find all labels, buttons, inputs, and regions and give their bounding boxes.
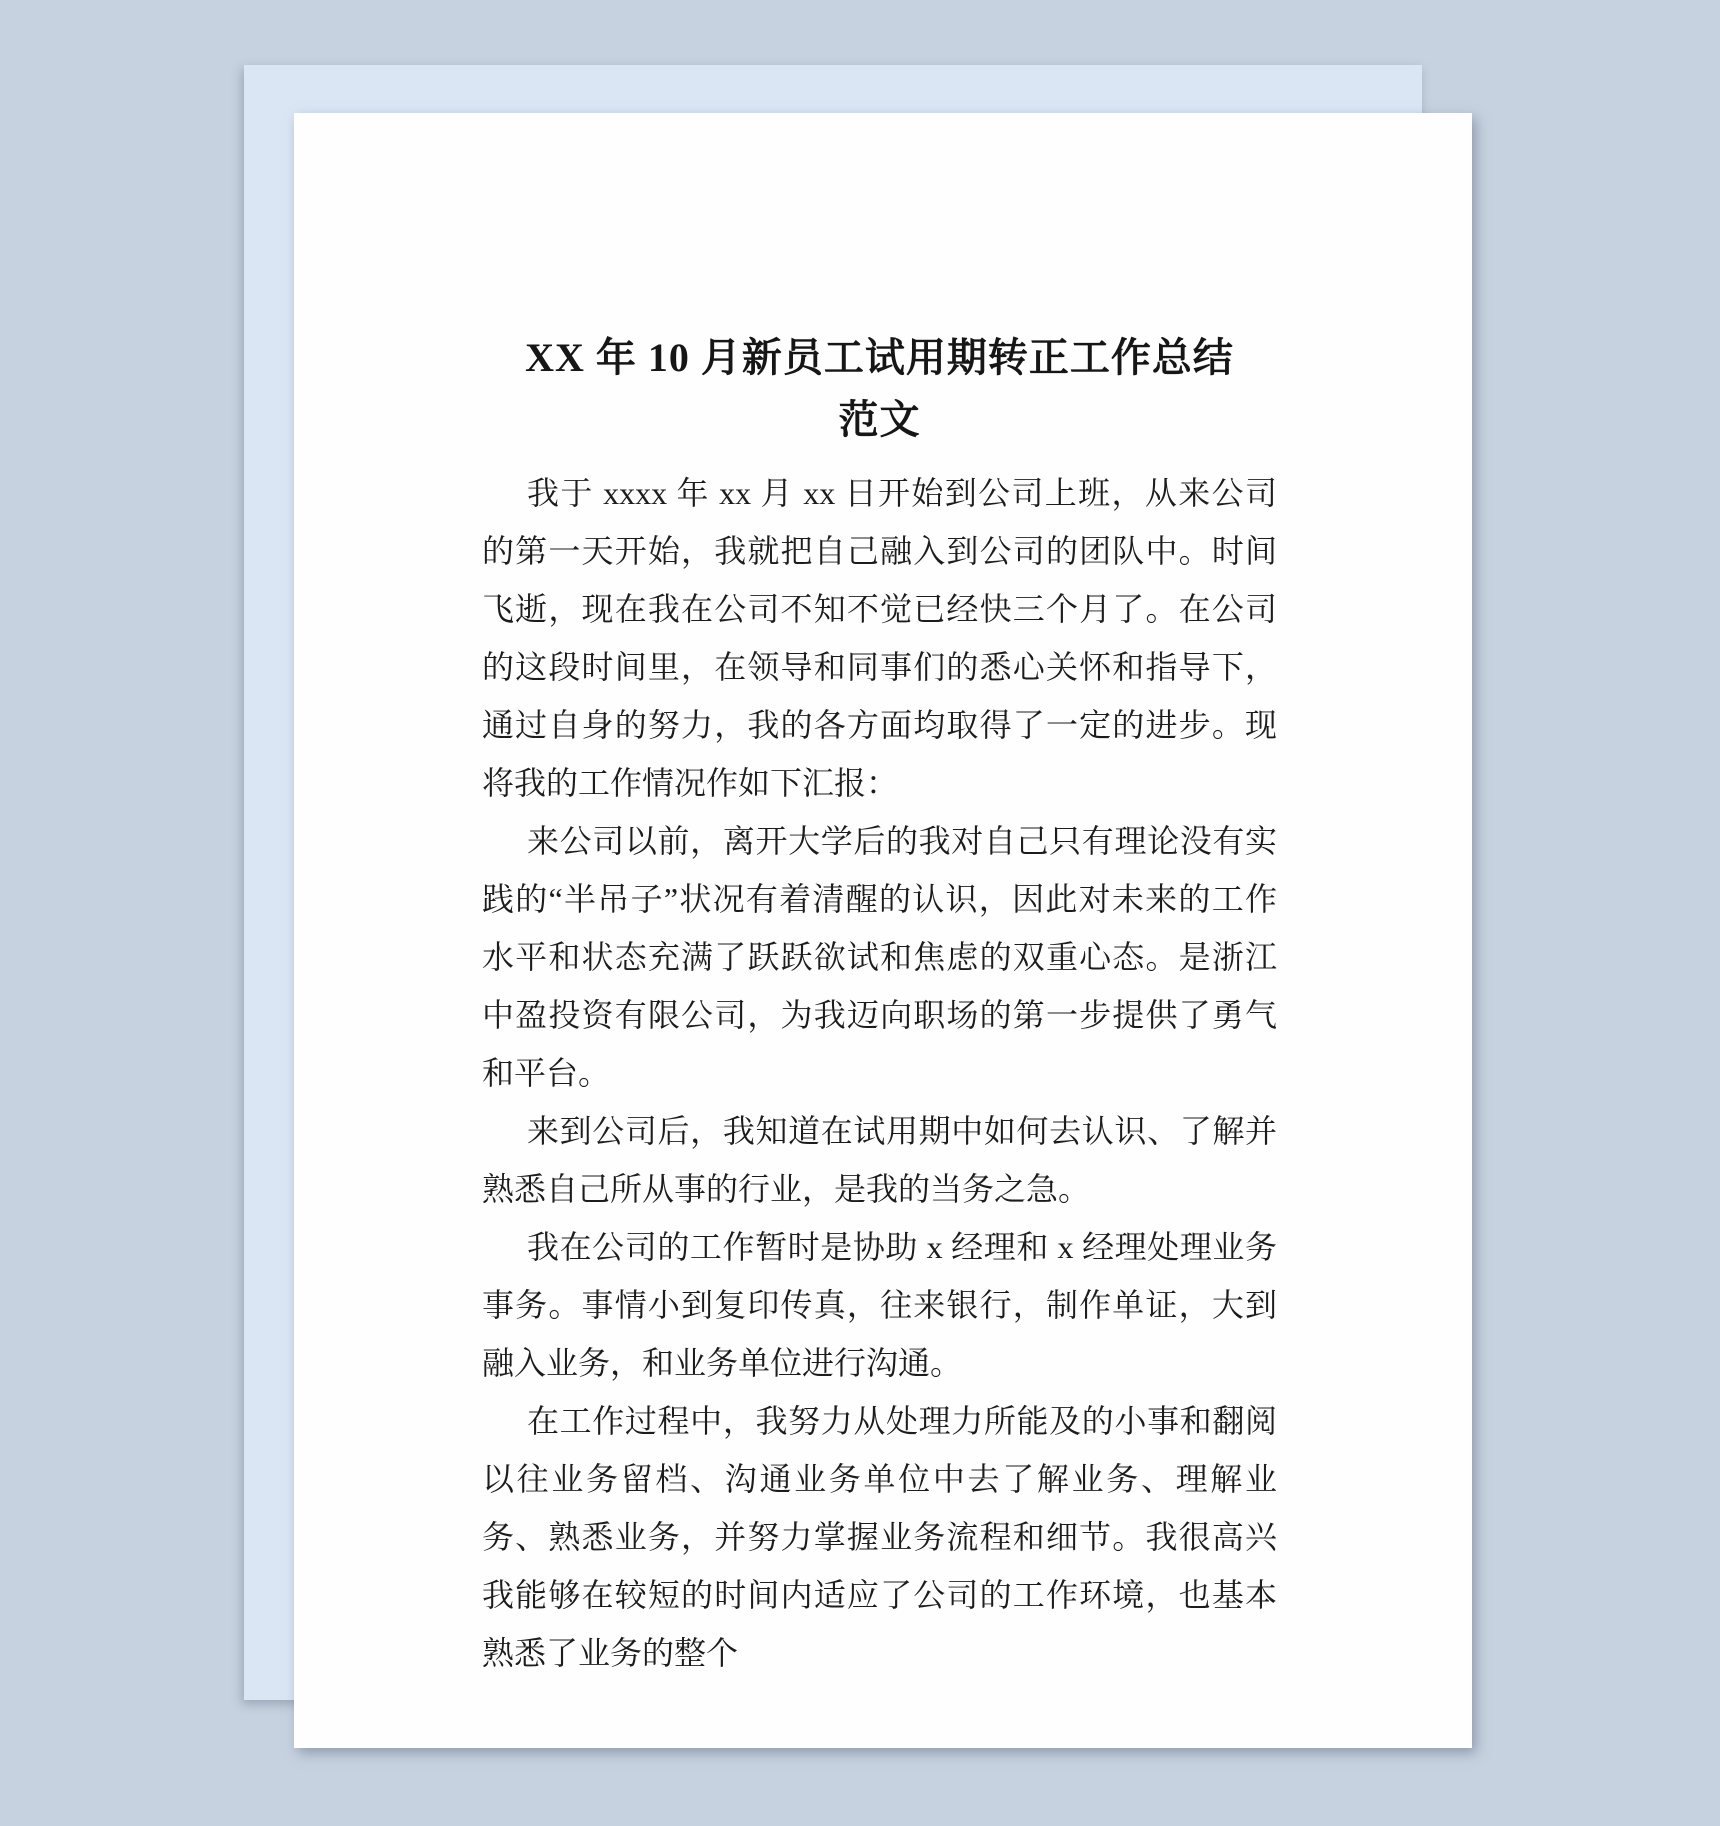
document-title-line2: 范文 xyxy=(838,397,921,442)
document-body xyxy=(482,464,1277,1682)
paragraph: 来到公司后，我知道在试用期中如何去认识、了解并熟悉自己所从事的行业，是我的当务之急。 xyxy=(482,1113,1277,1207)
paragraph: 在工作过程中，我努力从处理力所能及的小事和翻阅以往业务留档、沟通业务单位中去了解业务、理解业务、熟悉业务，并努力掌握业务流程和细节。我很高兴我能够在较短的时间内适应了公司的工作环境，也基本熟悉了业务的整个 xyxy=(482,1403,1277,1671)
document-title xyxy=(482,327,1277,451)
paragraph: 来公司以前，离开大学后的我对自己只有理论没有实践的“半吊子”状况有着清醒的认识，因此对未来的工作水平和状态充满了跃跃欲试和焦虑的双重心态。是浙江中盈投资有限公司，为我迈向职场的第一步提供了勇气和平台。 xyxy=(482,823,1277,1091)
document-page xyxy=(294,113,1472,1748)
paragraph: 我在公司的工作暂时是协助 x 经理和 x 经理处理业务事务。事情小到复印传真，往来银行，制作单证，大到融入业务，和业务单位进行沟通。 xyxy=(482,1229,1277,1381)
document-title-line1: XX 年 10 月新员工试用期转正工作总结 xyxy=(525,335,1234,380)
paragraph: 我于 xxxx 年 xx 月 xx 日开始到公司上班，从来公司的第一天开始，我就把自己融入到公司的团队中。时间飞逝，现在我在公司不知不觉已经快三个月了。在公司的这段时间里，在领导和同事们的悉心关怀和指导下，通过自身的努力，我的各方面均取得了一定的进步。现将我的工作情况作如下汇报： xyxy=(482,475,1277,801)
